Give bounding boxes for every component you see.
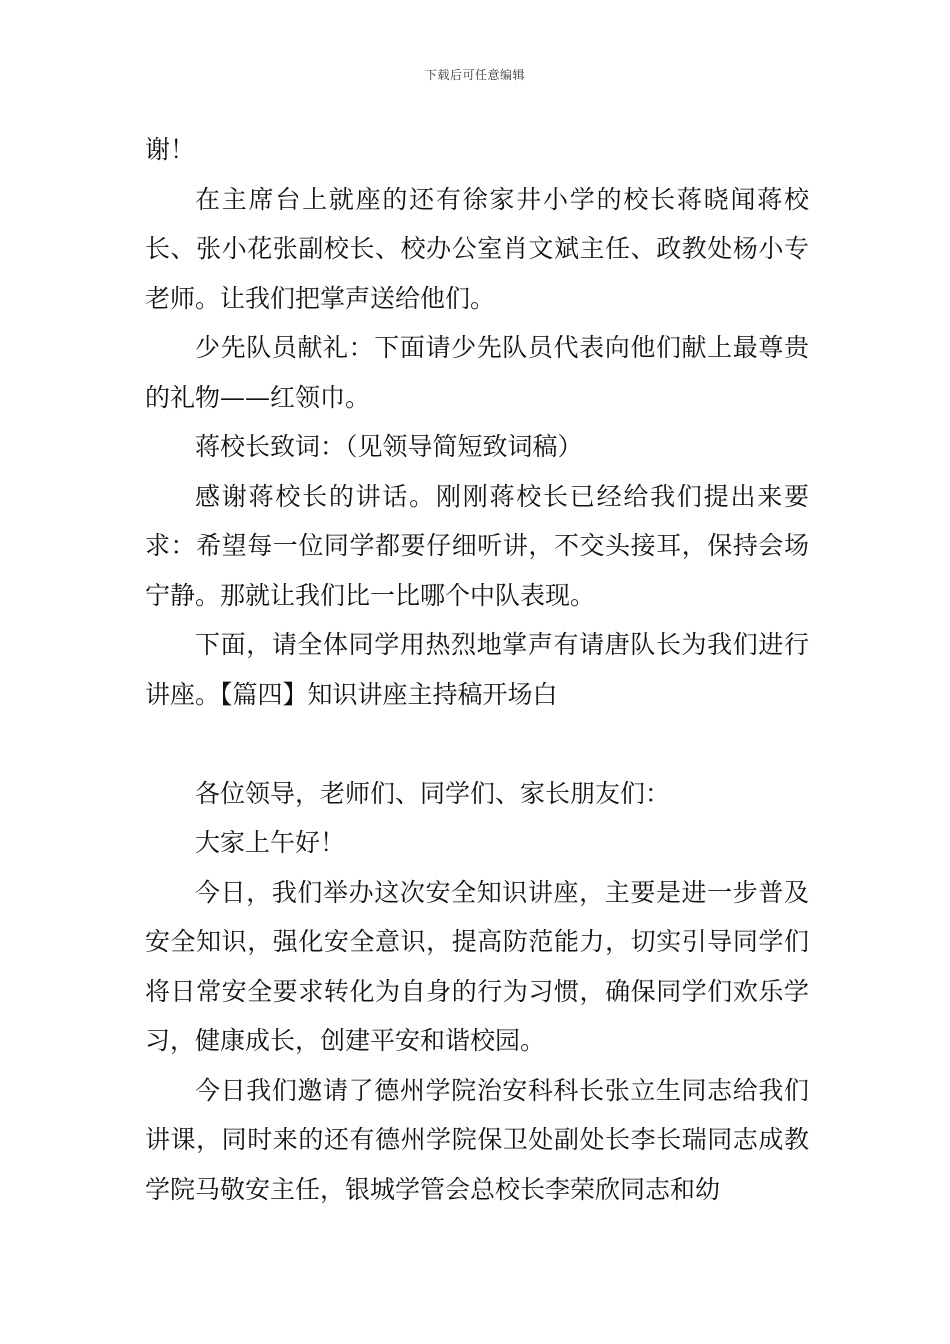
paragraph-podium-guests: 在主席台上就座的还有徐家井小学的校长蒋晓闻蒋校长、张小花张副校长、校办公室肖文斌主任、政教处杨小专老师。让我们把掌声送给他们。	[145, 184, 809, 313]
paragraph-greeting: 各位领导，老师们、同学们、家长朋友们：	[195, 778, 671, 808]
paragraph-closing-thanks: 谢！	[145, 135, 196, 164]
paragraph-lecture-purpose: 今日，我们举办这次安全知识讲座，主要是进一步普及安全知识，强化安全意识，提高防范能力，切实引导同学们将日常安全要求转化为自身的行为习惯，确保同学们欢乐学习，健康成长，创建平安和谐校园。	[145, 877, 809, 1055]
page-header-note: 下载后可任意编辑	[424, 68, 525, 82]
paragraph-pioneer-gift: 少先队员献礼：下面请少先队员代表向他们献上最尊贵的礼物——红领巾。	[145, 333, 809, 412]
paragraph-gap	[145, 719, 809, 769]
paragraph-thanks-principal: 感谢蒋校长的讲话。刚刚蒋校长已经给我们提出来要求：希望每一位同学都要仔细听讲，不交头接耳，保持会场宁静。那就让我们比一比哪个中队表现。	[145, 481, 809, 610]
document-body	[145, 125, 809, 1214]
paragraph-principal-speech: 蒋校长致词：（见领导简短致词稿）	[195, 432, 583, 461]
paragraph-invite-lecture: 下面，请全体同学用热烈地掌声有请唐队长为我们进行讲座。【篇四】知识讲座主持稿开场白	[145, 630, 809, 709]
paragraph-invited-speakers: 今日我们邀请了德州学院治安科科长张立生同志给我们讲课，同时来的还有德州学院保卫处副处长李长瑞同志成教学院马敬安主任，银城学管会总校长李荣欣同志和幼	[145, 1075, 809, 1204]
paragraph-good-morning: 大家上午好！	[195, 828, 346, 857]
